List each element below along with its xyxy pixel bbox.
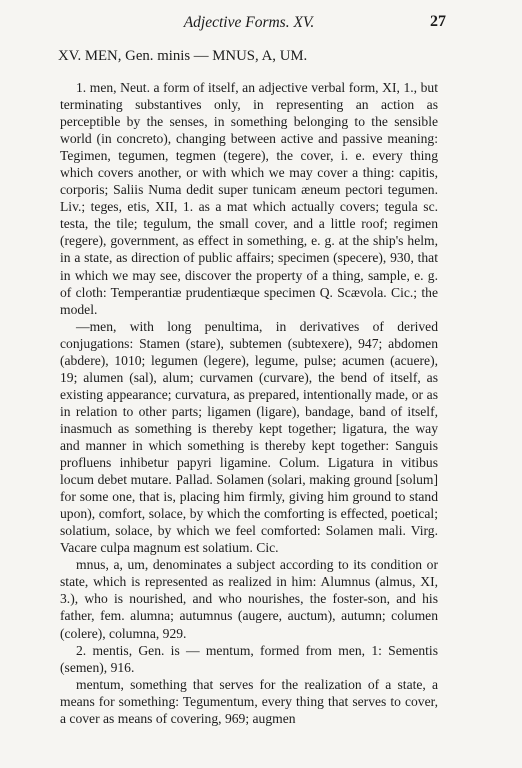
paragraph-mentis: 2. mentis, Gen. is — mentum, formed from men, 1: Sementis (semen), 916.: [60, 642, 438, 675]
body-text: [60, 46, 438, 727]
paragraph-long-men: —men, with long penultima, in derivatives of derived conjugations: Stamen (stare), subtemen (subtexere), 947; abdomen (abdere), 1010; legumen (legere), legume, pulse; acumen (acuere), 19; alumen (sal), alum; curvamen (curvare), the bend of itself, as existing appearance; curvatura, as prepared, intentionally made, or as in relation to other parts; ligamen (ligare), bandage, band of itself, inasmuch as something is thereby kept together; ligatura, the way and manner in which something is thereby kept together: Sanguis profluens inhibetur papyri ligamine. Colum. Ligatura in vitibus locum debet mutare. Pallad. Solamen (solari, making ground [solum] for some one, that is, placing him firmly, giving him ground to stand upon), comfort, solace, by which the comforting is effected, poetical; solatium, solace, by which we feel comforted: Solamen mali. Virg. Vacare culpa magnum est solatium. Cic.: [60, 318, 438, 556]
section-heading: XV. MEN, Gen. minis — MNUS, A, UM.: [58, 48, 308, 64]
page-number: 27: [430, 13, 446, 30]
paragraph-mentum: mentum, something that serves for the realization of a state, a means for something: Tegumentum, every thing that serves to cover, a cover as means of covering, 969; augmen: [60, 676, 438, 726]
running-head: [60, 12, 446, 34]
running-title: Adjective Forms. XV.: [183, 14, 315, 31]
paragraph-men: 1. men, Neut. a form of itself, an adjective verbal form, XI, 1., but terminating substantives only, in representing an action as perceptible by the senses, in something belonging to the sensible world (in concreto), changing between active and passive meaning: Tegimen, tegumen, tegmen (tegere), the cover, i. e. every thing which covers another, or with which we may cover a thing: capitis, corporis; Saliis Numa dedit super tunicam æneum pectori tegumen. Liv.; teges, etis, XII, 1. as a mat which actually covers; tegula sc. testa, the tile; tegulum, the small cover, and a little roof; regimen (regere), government, as effect in something, e. g. at the ship's helm, in a state, as direction of public affairs; specimen (specere), 930, that in which we may see, discover the property of a thing, sample, e. g. of cloth: Temperantiæ prudentiæque specimen Q. Scævola. Cic.; the model.: [60, 80, 438, 317]
paragraph-mnus: mnus, a, um, denominates a subject according to its condition or state, which is represented as realized in him: Alumnus (almus, XI, 3.), who is nourished, and who nourishes, the foster-son, and his father, fem. alumna; autumnus (augere, auctum), autumn; columen (colere), columna, 929.: [60, 557, 438, 641]
